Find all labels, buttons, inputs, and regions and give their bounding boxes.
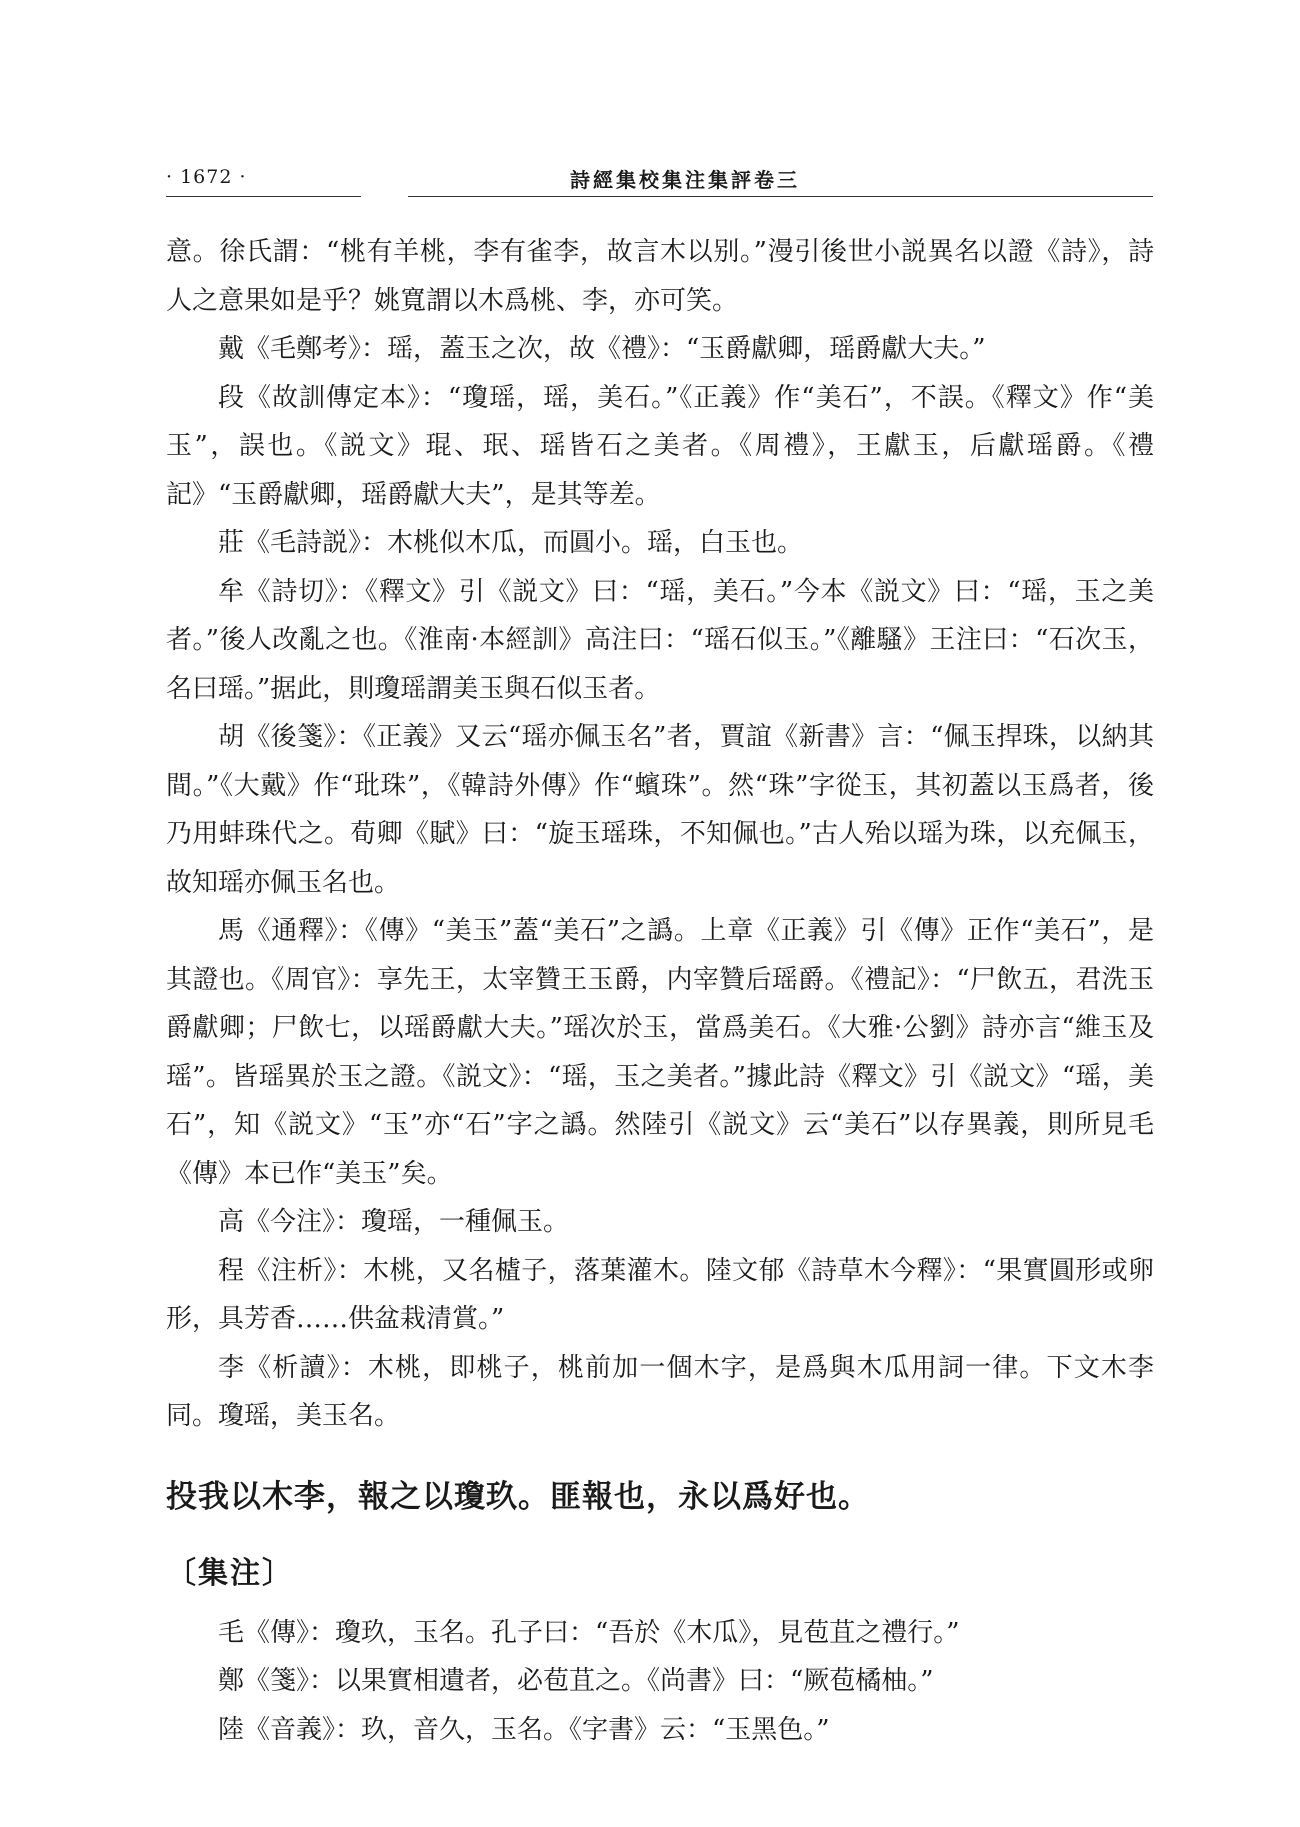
commentary-paragraph: 馬《通釋》：《傳》“美玉”蓋“美石”之譌。上章《正義》引《傳》正作“美石”，是其證也。《周官》：享先王，太宰贊王玉爵，内宰贊后瑶爵。《禮記》：“尸飲五，君洗玉爵獻卿；尸飲七，以瑶爵獻大夫。”瑶次於玉，當爲美石。《大雅·公劉》詩亦言“維玉及瑶”。皆瑶異於玉之證。《説文》：“瑶，玉之美者。”據此詩《釋文》引《説文》“瑶，美石”，知《説文》“玉”亦“石”字之譌。然陸引《説文》云“美石”以存異義，則所見毛《傳》本已作“美玉”矣。 xyxy=(166,916,1154,1189)
commentary-paragraph: 鄭《箋》：以果實相遺者，必苞苴之。《尚書》曰：“厥苞橘柚。” xyxy=(218,1666,934,1696)
running-title: 詩經集校集注集評卷三 xyxy=(570,168,800,192)
commentary-paragraph: 胡《後箋》：《正義》又云“瑶亦佩玉名”者，賈誼《新書》言：“佩玉捍珠，以納其間。”《大戴》作“玭珠”，《韓詩外傳》作“蠙珠”。然“珠”字從玉，其初蓋以玉爲者，後乃用蚌珠代之。荀卿《賦》曰：“旋玉瑶珠，不知佩也。”古人殆以瑶为珠，以充佩玉，故知瑶亦佩玉名也。 xyxy=(166,722,1154,898)
page-number: · 1672 · xyxy=(166,166,247,188)
commentary-paragraph: 李《析讀》：木桃，即桃子，桃前加一個木字，是爲與木瓜用詞一律。下文木李同。瓊瑶，美玉名。 xyxy=(166,1352,1154,1431)
commentary-paragraph: 陸《音義》：玖，音久，玉名。《字書》云：“玉黑色。” xyxy=(218,1714,830,1745)
commentary-paragraph: 戴《毛鄭考》：瑶，蓋玉之次，故《禮》：“玉爵獻卿，瑶爵獻大夫。” xyxy=(218,334,986,364)
header-rule-left xyxy=(166,196,361,197)
commentary-paragraph: 程《注析》：木桃，又名樝子，落葉灌木。陸文郁《詩草木今釋》：“果實圓形或卵形，具芳香……供盆栽清賞。” xyxy=(166,1255,1154,1334)
header-rule-right xyxy=(408,196,1153,197)
commentary-paragraph: 牟《詩切》：《釋文》引《説文》曰：“瑶，美石。”今本《説文》曰：“瑶，玉之美者。”後人改亂之也。《淮南·本經訓》高注曰：“瑶石似玉。”《離騷》王注曰：“石次玉，名曰瑶。”据此，則瓊瑶謂美玉與石似玉者。 xyxy=(166,576,1154,704)
commentary-paragraph: 毛《傳》：瓊玖，玉名。孔子曰：“吾於《木瓜》，見苞苴之禮行。” xyxy=(218,1617,960,1648)
commentary-paragraph: 段《故訓傳定本》：“瓊瑶，瑶，美石。”《正義》作“美石”，不誤。《釋文》作“美玉”，誤也。《説文》琨、珉、瑶皆石之美者。《周禮》，王獻玉，后獻瑶爵。《禮記》“玉爵獻卿，瑶爵獻大夫”，是其等差。 xyxy=(166,382,1154,510)
section-heading-jizhu: 〔集注〕 xyxy=(166,1555,294,1591)
verse-line: 投我以木李，報之以瓊玖。匪報也，永以爲好也。 xyxy=(166,1478,870,1515)
commentary-paragraph: 高《今注》：瓊瑶，一種佩玉。 xyxy=(218,1207,570,1237)
page-body xyxy=(166,228,1154,1754)
commentary-paragraph: 莊《毛詩説》：木桃似木瓜，而圓小。瑶，白玉也。 xyxy=(218,528,804,558)
paragraph-continuation: 意。徐氏謂：“桃有羊桃，李有雀李，故言木以别。”漫引後世小説異名以證《詩》，詩人之意果如是乎？姚寬謂以木爲桃、李，亦可笑。 xyxy=(166,237,1154,316)
